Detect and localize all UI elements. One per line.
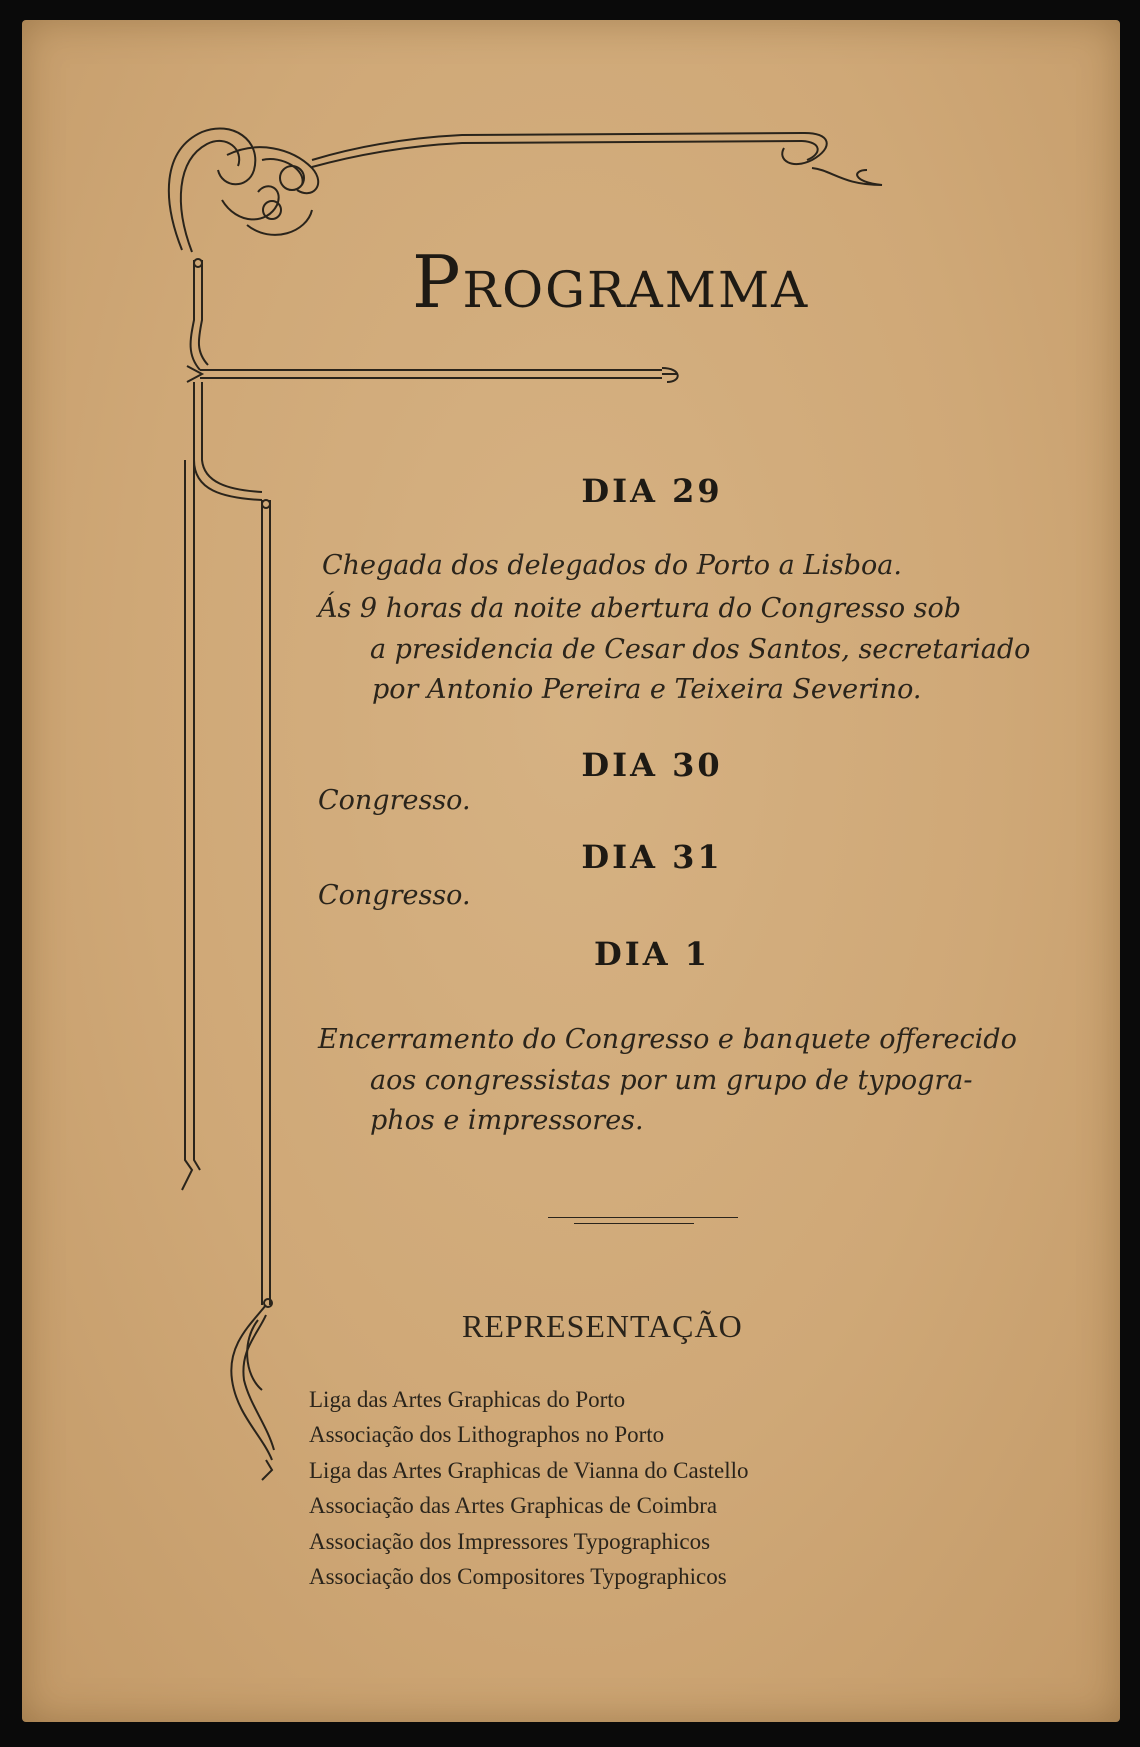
day-heading-1: DIA 1 — [594, 935, 710, 973]
representacao-list — [309, 1382, 929, 1594]
day-29-line-2: Ás 9 horas da noite abertura do Congresso sob — [318, 593, 962, 624]
day-1-line-3: phos e impressores. — [370, 1105, 644, 1136]
list-item: Liga das Artes Graphicas do Porto — [309, 1387, 626, 1412]
day-29-line-1: Chegada dos delegados do Porto a Lisboa. — [322, 550, 902, 581]
day-1-line-1: Encerramento do Congresso e banquete offerecido — [318, 1024, 1017, 1055]
list-item: Associação dos Lithographos no Porto — [309, 1422, 665, 1448]
day-heading-31: DIA 31 — [581, 838, 723, 876]
list-item: Associação dos Impressores Typographicos — [309, 1528, 711, 1554]
day-1-line-2: aos congressistas por um grupo de typogra- — [370, 1065, 973, 1096]
section-divider-short — [574, 1223, 694, 1224]
list-item: Associação dos Compositores Typographicos — [309, 1563, 727, 1589]
page-title: Programma — [412, 240, 810, 324]
day-29-line-4: por Antonio Pereira e Teixeira Severino. — [372, 674, 922, 705]
day-heading-30: DIA 30 — [581, 746, 723, 784]
representacao-title: REPRESENTAÇÃO — [462, 1308, 743, 1344]
day-29-line-3: a presidencia de Cesar dos Santos, secretariado — [370, 634, 1031, 665]
day-30-line-1: Congresso. — [318, 785, 471, 816]
day-heading-29: DIA 29 — [581, 472, 723, 510]
section-divider — [548, 1217, 738, 1218]
document-page — [22, 20, 1120, 1722]
list-item: Liga das Artes Graphicas de Vianna do Castello — [309, 1457, 749, 1483]
day-31-line-1: Congresso. — [318, 880, 471, 911]
list-item: Associação das Artes Graphicas de Coimbra — [309, 1493, 718, 1519]
